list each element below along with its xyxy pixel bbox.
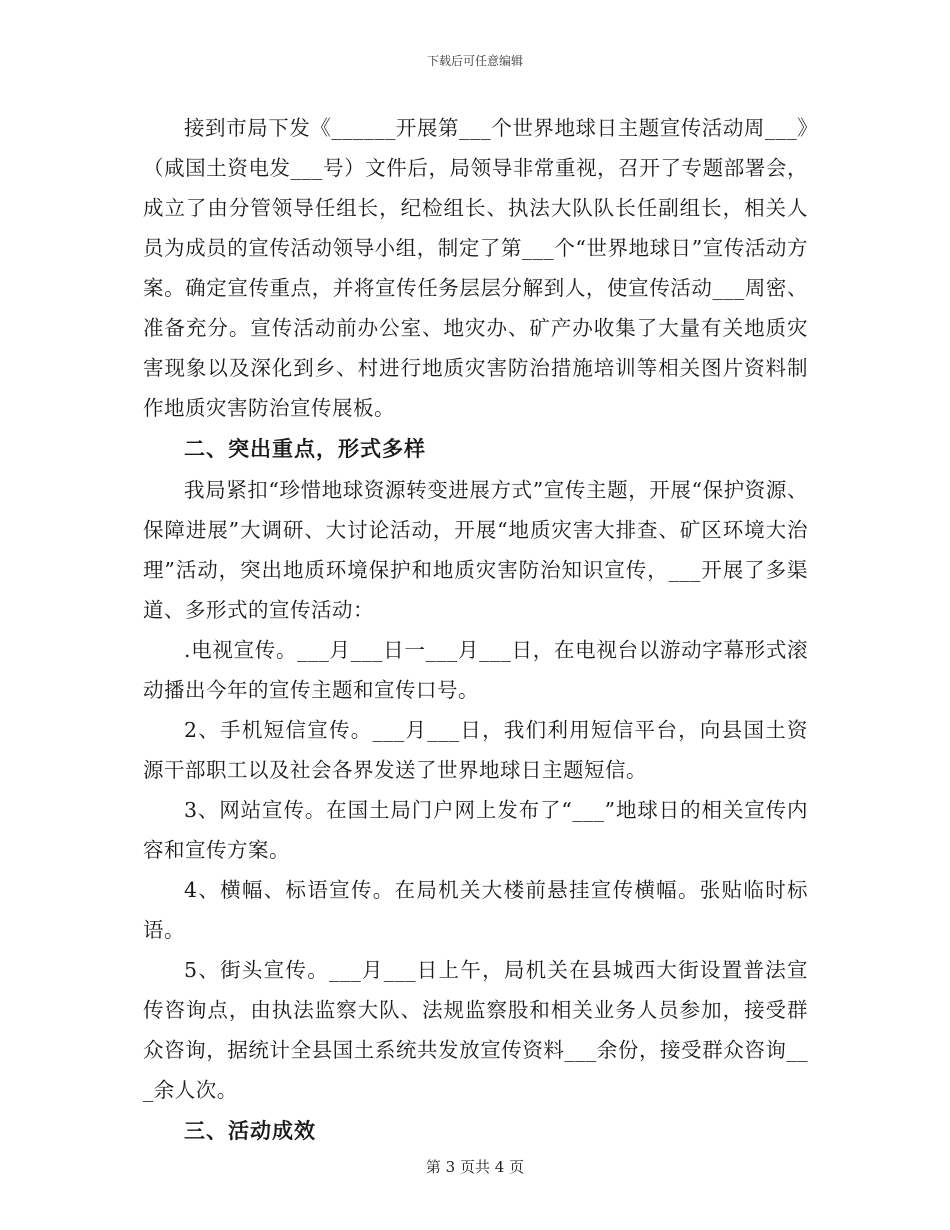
list-item-banner: 4、横幅、标语宣传。在局机关大楼前悬挂宣传横幅。张贴临时标语。 [143, 878, 808, 942]
list-item-street: 5、街头宣传。___月___日上午，局机关在县城西大街设置普法宣传咨询点，由执法监察大队、法规监察股和相关业务人员参加，接受群众咨询，据统计全县国土系统共发放宣传资料___余份，接受群众咨询___余人次。 [143, 958, 808, 1102]
header-note: 下载后可任意编辑 [426, 54, 523, 68]
list-item-tv: .电视宣传。___月___日一___月___日，在电视台以游动字幕形式滚动播出今年的宣传主题和宣传口号。 [143, 638, 808, 702]
document-body [143, 108, 808, 1152]
paragraph-intro: 接到市局下发《______开展第___个世界地球日主题宣传活动周___》（咸国土资电发___号）文件后，局领导非常重视，召开了专题部署会，成立了由分管领导任组长，纪检组长、执法大队队长任副组长，相关人员为成员的宣传活动领导小组，制定了第___个“世界地球日”宣传活动方案。确定宣传重点，并将宣传任务层层分解到人，使宣传活动___周密、准备充分。宣传活动前办公室、地灾办、矿产办收集了大量有关地质灾害现象以及深化到乡、村进行地质灾害防治措施培训等相关图片资料制作地质灾害防治宣传展板。 [143, 116, 808, 420]
section-heading-2: 二、突出重点，形式多样 [184, 436, 426, 461]
paragraph-section-2: 我局紧扣“珍惜地球资源转变进展方式”宣传主题，开展“保护资源、保障进展”大调研、大讨论活动，开展“地质灾害大排查、矿区环境大治理”活动，突出地质环境保护和地质灾害防治知识宣传，___开展了多渠道、多形式的宣传活动： [143, 478, 808, 622]
list-item-website: 3、网站宣传。在国土局门户网上发布了“___”地球日的相关宣传内容和宣传方案。 [143, 798, 808, 862]
page-number: 第 3 页共 4 页 [425, 1158, 525, 1176]
section-heading-3: 三、活动成效 [184, 1118, 316, 1143]
list-item-sms: 2、手机短信宣传。___月___日，我们利用短信平台，向县国土资源干部职工以及社会各界发送了世界地球日主题短信。 [143, 718, 808, 782]
